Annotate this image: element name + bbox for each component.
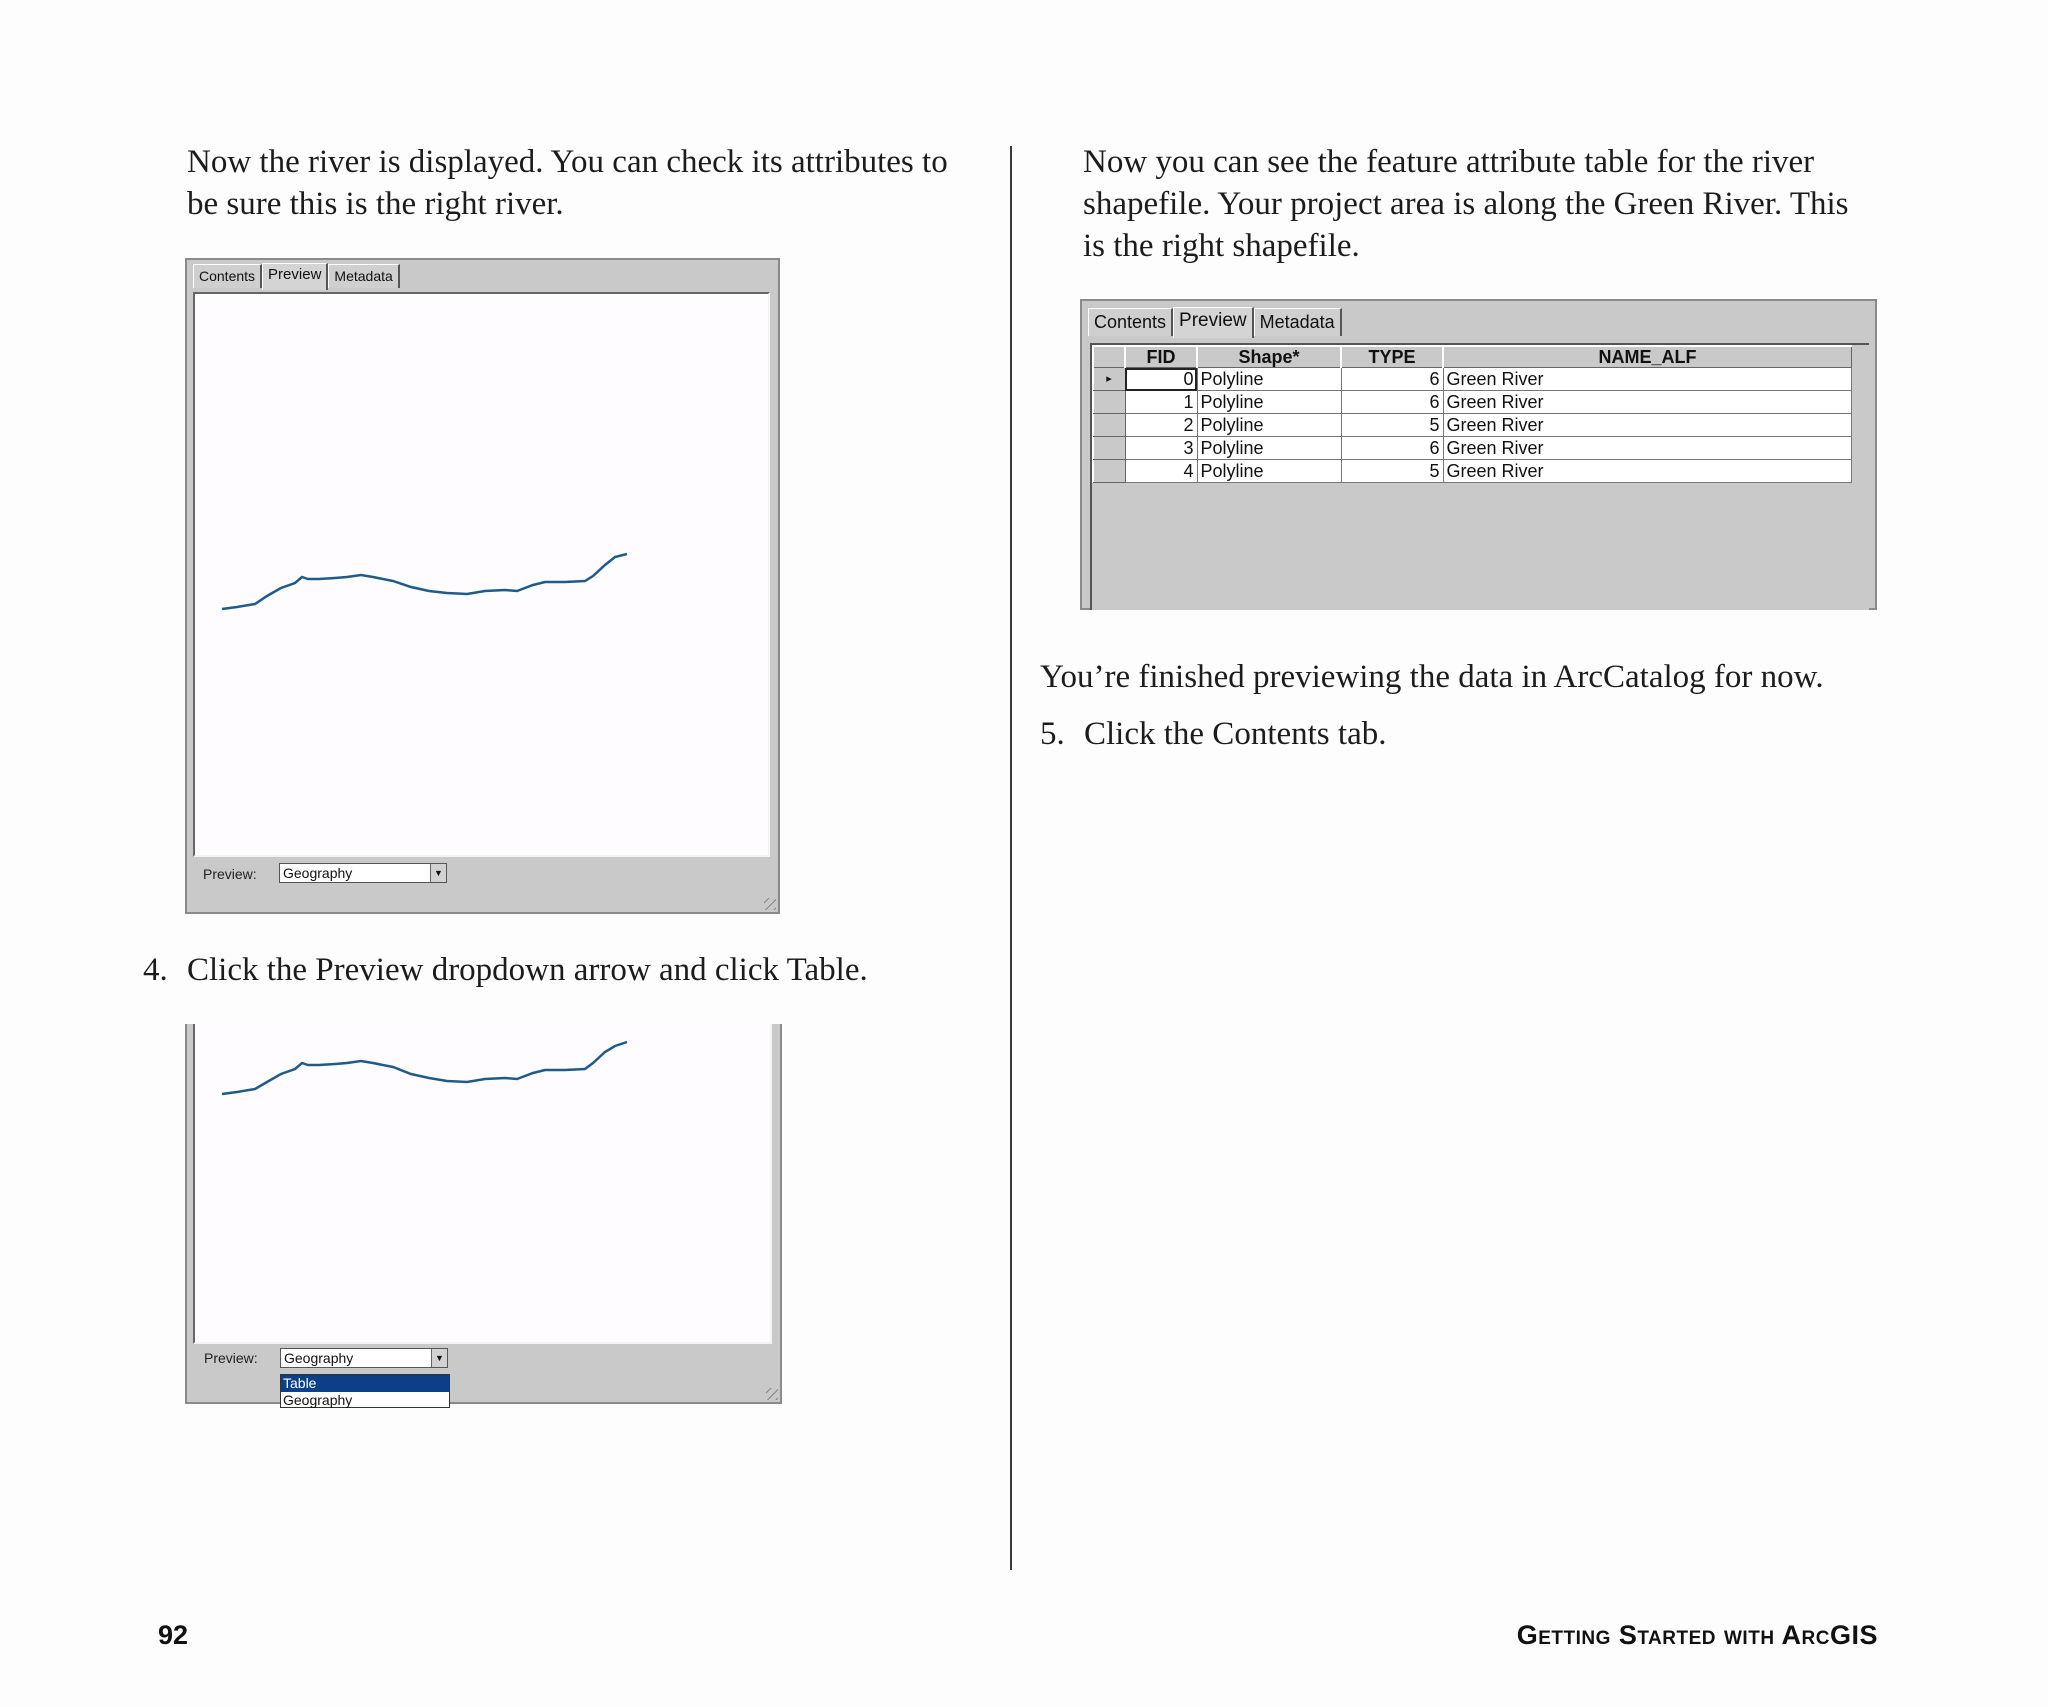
column-header-name[interactable]: NAME_ALF bbox=[1443, 346, 1852, 368]
column-divider bbox=[1010, 146, 1012, 1570]
row-selector[interactable] bbox=[1093, 437, 1125, 460]
river-map-2 bbox=[195, 1024, 770, 1342]
preview-select-value: Geography bbox=[283, 865, 353, 881]
row-selector[interactable] bbox=[1093, 391, 1125, 414]
preview-select-value-2: Geography bbox=[284, 1350, 354, 1366]
cell-shape[interactable]: Polyline bbox=[1197, 437, 1341, 460]
cell-name[interactable]: Green River bbox=[1443, 437, 1852, 460]
cell-fid[interactable]: 2 bbox=[1125, 414, 1197, 437]
finished-paragraph: You’re finished previewing the data in ArcCatalog for now. bbox=[1040, 659, 1824, 695]
cell-shape[interactable]: Polyline bbox=[1197, 460, 1341, 483]
resize-grip-icon-2[interactable] bbox=[766, 1388, 778, 1400]
cell-shape[interactable]: Polyline bbox=[1197, 391, 1341, 414]
step-5 bbox=[1040, 713, 1900, 755]
tab-preview-2[interactable]: Preview bbox=[1173, 307, 1254, 338]
tab-strip-2 bbox=[1088, 304, 1342, 336]
page-number: 92 bbox=[158, 1620, 189, 1650]
step-4-text: Click the Preview dropdown arrow and click Table. bbox=[187, 952, 868, 988]
attribute-table bbox=[1092, 345, 1852, 483]
cell-shape[interactable]: Polyline bbox=[1197, 414, 1341, 437]
step-4-number: 4. bbox=[143, 952, 168, 988]
tab-contents-2[interactable]: Contents bbox=[1088, 308, 1173, 336]
dropdown-option-table[interactable]: Table bbox=[281, 1375, 449, 1392]
dropdown-arrow-icon[interactable]: ▼ bbox=[430, 864, 446, 882]
table-row[interactable] bbox=[1093, 414, 1852, 437]
tab-metadata-2[interactable]: Metadata bbox=[1254, 308, 1342, 336]
cell-name[interactable]: Green River bbox=[1443, 460, 1852, 483]
row-selector-header bbox=[1093, 346, 1125, 368]
cell-fid[interactable]: 1 bbox=[1125, 391, 1197, 414]
column-header-type[interactable]: TYPE bbox=[1341, 346, 1443, 368]
step-5-number: 5. bbox=[1040, 716, 1065, 752]
cell-shape[interactable]: Polyline bbox=[1197, 368, 1341, 391]
cell-type[interactable]: 5 bbox=[1341, 460, 1443, 483]
table-area bbox=[1090, 343, 1869, 610]
preview-window-geography bbox=[185, 258, 780, 914]
preview-label: Preview: bbox=[203, 866, 257, 882]
cell-fid[interactable]: 0 bbox=[1125, 368, 1197, 391]
tab-metadata[interactable]: Metadata bbox=[328, 264, 399, 288]
preview-select-2[interactable] bbox=[280, 1348, 448, 1368]
cell-type[interactable]: 6 bbox=[1341, 368, 1443, 391]
step-5-text: Click the Contents tab. bbox=[1084, 716, 1387, 752]
dropdown-arrow-icon-2[interactable]: ▼ bbox=[431, 1349, 447, 1367]
resize-grip-icon[interactable] bbox=[764, 898, 776, 910]
river-polyline[interactable] bbox=[222, 554, 627, 609]
geography-preview-canvas[interactable] bbox=[193, 292, 770, 857]
river-map bbox=[195, 294, 768, 855]
table-row[interactable] bbox=[1093, 437, 1852, 460]
cell-name[interactable]: Green River bbox=[1443, 414, 1852, 437]
river-polyline-2[interactable] bbox=[222, 1042, 627, 1094]
cell-type[interactable]: 6 bbox=[1341, 437, 1443, 460]
dropdown-option-geography[interactable]: Geography bbox=[283, 1392, 353, 1408]
row-selector[interactable] bbox=[1093, 460, 1125, 483]
right-intro-paragraph: Now you can see the feature attribute table for the river shapefile. Your project area is along the Green River. This is the right shapefile. bbox=[1083, 144, 1849, 264]
tab-strip bbox=[193, 262, 400, 288]
left-intro-paragraph: Now the river is displayed. You can check its attributes to be sure this is the right river. bbox=[187, 144, 948, 222]
table-row[interactable] bbox=[1093, 368, 1852, 391]
cell-type[interactable]: 6 bbox=[1341, 391, 1443, 414]
cell-fid[interactable]: 3 bbox=[1125, 437, 1197, 460]
preview-window-dropdown bbox=[185, 1024, 782, 1408]
preview-label-2: Preview: bbox=[204, 1350, 258, 1366]
column-header-fid[interactable]: FID bbox=[1125, 346, 1197, 368]
current-row-arrow-icon[interactable]: ▸ bbox=[1093, 368, 1125, 391]
book-title: Getting Started with ArcGIS bbox=[1516, 1620, 1878, 1650]
cell-name[interactable]: Green River bbox=[1443, 368, 1852, 391]
row-selector[interactable] bbox=[1093, 414, 1125, 437]
preview-select[interactable] bbox=[279, 863, 447, 883]
cell-fid[interactable]: 4 bbox=[1125, 460, 1197, 483]
tab-contents[interactable]: Contents bbox=[193, 264, 262, 288]
table-row[interactable] bbox=[1093, 391, 1852, 414]
step-4 bbox=[143, 949, 1003, 991]
cell-name[interactable]: Green River bbox=[1443, 391, 1852, 414]
preview-window-table bbox=[1080, 299, 1877, 610]
column-header-shape[interactable]: Shape* bbox=[1197, 346, 1341, 368]
geography-preview-canvas-2[interactable] bbox=[193, 1024, 772, 1344]
tab-preview[interactable]: Preview bbox=[262, 263, 328, 290]
table-row[interactable] bbox=[1093, 460, 1852, 483]
cell-type[interactable]: 5 bbox=[1341, 414, 1443, 437]
preview-dropdown-list bbox=[280, 1374, 450, 1408]
